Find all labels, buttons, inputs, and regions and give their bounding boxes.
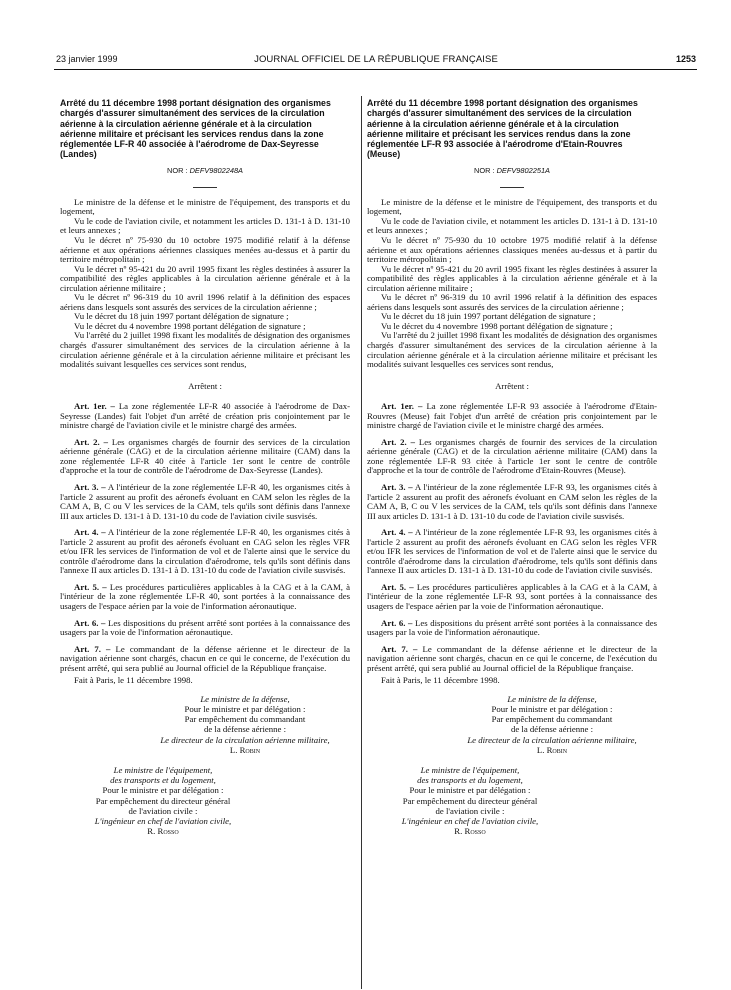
signature-line: de l'aviation civile : [435, 805, 505, 816]
visa: Vu le décret du 4 novembre 1998 portant délégation de signature ; [74, 320, 306, 331]
article-text: A l'intérieur de la zone réglementée LF-R 40, les organismes cités à l'article 2 assurent au profit des aéronefs évoluant en CAM selon les règles de la CAM A, B, C ou V les services de la CAM, tels qu'ils sont définis dans l'annexe III aux articles D. 131-1 à D. 131-10 du code de l'aviation civile susvisés. [60, 482, 350, 521]
article-text: A l'intérieur de la zone réglementée LF-R 40, les organismes cités à l'article 2 assurent au profit des aéronefs évoluant en CAG selon les règles VFR et/ou IFR les services de l'information de vol et de l'alerte ainsi que le service du contrôle d'aérodrome dans la circulation d'aérodrome, tels qu'ils sont définis dans l'annexe II aux articles D. 131-1 à D. 131-10 du code de l'aviation civile susvisés. [60, 527, 350, 576]
article-label: Art. 7. – [381, 643, 418, 654]
signature-line: Pour le ministre et par délégation : [102, 785, 224, 796]
signature-line: Le directeur de la circulation aérienne militaire, [467, 734, 637, 745]
journal-title: JOURNAL OFFICIEL DE LA RÉPUBLIQUE FRANÇAISE [254, 54, 498, 65]
article-text: Le commandant de la défense aérienne et le directeur de la navigation aérienne sont chargés, chacun en ce qui le concerne, de l'exécution du présent arrêté, qui sera publié au Journal officiel de la République française. [60, 643, 351, 673]
signature-line: Par empêchement du commandant [491, 714, 613, 725]
article-label: Art. 7. – [74, 643, 111, 654]
article-text: Les procédures particulières applicables à la CAG et à la CAM, à l'intérieur de la zone réglementée LF-R 93, sont portées à la connaissance des usagers de l'espace aérien par la voie de l'information aéronautique. [367, 581, 658, 612]
article-label: Art. 5. – [381, 581, 414, 592]
article [367, 619, 657, 638]
signature-line: Le directeur de la circulation aérienne militaire, [160, 734, 330, 745]
signature-line: Pour le ministre et par délégation : [184, 704, 306, 715]
signing-place-date: Fait à Paris, le 11 décembre 1998. [381, 675, 500, 686]
signature-line: de la défense aérienne : [510, 724, 594, 735]
article-text: La zone réglementée LF-R 93 associée à l'aérodrome d'Etain-Rouvres (Meuse) fait l'objet d'un arrêté de création pris conjointement par le ministre chargé de l'aviation civile et le ministre chargé des armées. [367, 401, 657, 431]
decree-title: Arrêté du 11 décembre 1998 portant désignation des organismes chargés d'assurer simultanément des services de la circulation aérienne à la circulation aérienne générale et à la circulation aérienne militaire et précisant les services rendus dans la zone réglementée LF-R 40 associée à l'aérodrome de Dax-Seyresse (Landes) [60, 98, 331, 160]
visa: Vu le décret nº 95-421 du 20 avril 1995 fixant les règles destinées à assurer la compatibilité des règles applicables à la circulation aérienne générale et à la circulation aérienne militaire ; [367, 263, 657, 293]
visa: Vu le code de l'aviation civile, et notamment les articles D. 131-1 à D. 131-10 et leurs annexes ; [367, 215, 657, 236]
article-label: Art. 3. – [381, 482, 413, 492]
column-divider [361, 96, 362, 989]
article [60, 528, 350, 576]
signature-line: Pour le ministre et par délégation : [409, 785, 531, 796]
signature-line: de la défense aérienne : [203, 724, 287, 735]
nor-reference [60, 166, 350, 175]
article-label: Art. 1er. – [381, 401, 423, 412]
nor-code: DEFV9802248A [189, 165, 243, 175]
article [60, 438, 350, 476]
issue-date: 23 janvier 1999 [56, 54, 118, 64]
article [60, 645, 350, 674]
nor-label: NOR : [473, 165, 495, 175]
decree-intro: Le ministre de la défense et le ministre de l'équipement, des transports et du logement, [367, 196, 657, 217]
visa: Vu le décret nº 75-930 du 10 octobre 1975 modifié relatif à la défense aérienne et aux opérations aériennes classiques menées au-dessus et à partir du territoire métropolitain ; [367, 234, 657, 265]
decree-right [367, 98, 657, 836]
signatory-name: R. Rosso [454, 826, 486, 837]
signature-line: des transports et du logement, [110, 775, 216, 786]
signature-line: Par empêchement du directeur général [402, 795, 538, 806]
article [367, 438, 657, 476]
visa: Vu le décret du 18 juin 1997 portant délégation de signature ; [74, 311, 289, 322]
article-label: Art. 1er. – [74, 401, 115, 412]
article-text: A l'intérieur de la zone réglementée LF-R 93, les organismes cités à l'article 2 assurent au profit des aéronefs évoluant en CAM selon les règles de la CAM A, B, C ou V les services de la CAM, tels qu'ils sont définis dans l'annexe III aux articles D. 131-1 à D. 131-10 du code de l'aviation civile susvisés. [367, 482, 657, 521]
decree-left [60, 98, 350, 836]
article-text: Les dispositions du présent arrêté sont portées à la connaissance des usagers par la voie de l'information aéronautique. [60, 617, 350, 638]
page-number: 1253 [675, 54, 696, 64]
visa: Vu le décret nº 96-319 du 10 avril 1996 relatif à la définition des espaces aériens dans lesquels sont assurés des services de la circulation aérienne ; [60, 292, 350, 312]
signature-line: L'ingénieur en chef de l'aviation civile, [401, 816, 539, 827]
visa: Vu le code de l'aviation civile, et notamment les articles D. 131-1 à D. 131-10 et leurs annexes ; [60, 215, 350, 236]
signature-line: Par empêchement du directeur général [95, 795, 231, 806]
signature-line: Pour le ministre et par délégation : [491, 704, 613, 715]
article [367, 528, 657, 576]
signature-defense [140, 694, 350, 755]
signature-line: Le ministre de l'équipement, [113, 765, 213, 776]
article-label: Art. 3. – [74, 482, 106, 492]
signature-line: Le ministre de la défense, [200, 693, 290, 704]
article [367, 645, 657, 674]
signatory-name: R. Rosso [147, 826, 179, 837]
article [367, 483, 657, 521]
article [60, 402, 350, 431]
nor-code: DEFV9802251A [496, 165, 550, 175]
visa: Vu le décret nº 96-319 du 10 avril 1996 relatif à la définition des espaces aériens dans lesquels sont assurés des services de la circulation aérienne ; [367, 292, 657, 312]
decree-intro: Le ministre de la défense et le ministre de l'équipement, des transports et du logement, [60, 196, 350, 217]
visa: Vu l'arrêté du 2 juillet 1998 fixant les modalités de désignation des organismes chargés d'assurer simultanément des services de la circulation aérienne à la circulation aérienne générale et à la circulation aérienne militaire et précisant les modalités suivant lesquelles ces services sont rendus, [367, 330, 657, 370]
title-separator [500, 187, 524, 188]
signature-line: L'ingénieur en chef de l'aviation civile, [94, 816, 232, 827]
article [60, 583, 350, 612]
signature-defense [447, 694, 657, 755]
signatory-name: L. Robin [536, 744, 568, 755]
signing-place-date: Fait à Paris, le 11 décembre 1998. [74, 675, 193, 686]
signature-line: de l'aviation civile : [128, 805, 198, 816]
article-label: Art. 5. – [74, 581, 107, 592]
article-label: Art. 4. – [74, 527, 106, 538]
visa: Vu le décret nº 95-421 du 20 avril 1995 fixant les règles destinées à assurer la compatibilité des règles applicables à la circulation aérienne générale et à la circulation aérienne militaire ; [60, 263, 350, 293]
signature-line: Par empêchement du commandant [184, 714, 306, 725]
article-label: Art. 2. – [381, 436, 415, 447]
article-label: Art. 2. – [74, 436, 108, 447]
signature-equipement [60, 765, 266, 836]
article-text: Les dispositions du présent arrêté sont portées à la connaissance des usagers par la voie de l'information aéronautique. [367, 617, 657, 638]
article-text: La zone réglementée LF-R 40 associée à l'aérodrome de Dax-Seyresse (Landes) fait l'objet d'un arrêté de création pris conjointement par le ministre chargé de l'aviation civile et le ministre chargé des armées. [60, 401, 350, 431]
visa: Vu l'arrêté du 2 juillet 1998 fixant les modalités de désignation des organismes chargés d'assurer simultanément des services de la circulation aérienne à la circulation aérienne générale et à la circulation aérienne militaire et précisant les modalités suivant lesquelles ces services sont rendus, [60, 330, 350, 370]
header-rule [54, 69, 697, 70]
nor-reference [367, 166, 657, 175]
signature-line: Le ministre de l'équipement, [420, 765, 520, 776]
article-label: Art. 6. – [381, 617, 413, 628]
decree-title: Arrêté du 11 décembre 1998 portant désignation des organismes chargés d'assurer simultanément des services de la circulation aérienne à la circulation aérienne générale et à la circulation aérienne militaire et précisant les services rendus dans la zone réglementée LF-R 93 associée à l'aérodrome d'Etain-Rouvres (Meuse) [367, 98, 638, 160]
arretent-heading: Arrêtent : [495, 380, 529, 391]
article-text: Les organismes chargés de fournir des services de la circulation aérienne générale (CAG) et de la circulation aérienne militaire (CAM) dans la zone réglementée LF-R 40 citée à l'article 1er sont le centre de contrôle d'approche et la tour de contrôle de l'aérodrome de Dax-Seyresse (Landes). [60, 436, 351, 476]
article-text: Les procédures particulières applicables à la CAG et à la CAM, à l'intérieur de la zone réglementée LF-R 40, sont portées à la connaissance des usagers de l'espace aérien par la voie de l'information aéronautique. [60, 581, 351, 612]
article-label: Art. 6. – [74, 617, 106, 628]
article [60, 483, 350, 521]
article [367, 583, 657, 612]
article [367, 402, 657, 431]
page-header [56, 54, 696, 68]
nor-label: NOR : [166, 165, 188, 175]
visa: Vu le décret du 4 novembre 1998 portant délégation de signature ; [381, 320, 613, 331]
signature-line: Le ministre de la défense, [507, 693, 597, 704]
title-separator [193, 187, 217, 188]
signature-equipement [367, 765, 573, 836]
visa: Vu le décret nº 75-930 du 10 octobre 1975 modifié relatif à la défense aérienne et aux opérations aériennes classiques menées au-dessus et à partir du territoire métropolitain ; [60, 234, 350, 265]
signature-line: des transports et du logement, [417, 775, 523, 786]
article-text: A l'intérieur de la zone réglementée LF-R 93, les organismes cités à l'article 2 assurent au profit des aéronefs évoluant en CAG selon les règles VFR et/ou IFR les services de l'information de vol et de l'alerte ainsi que le service du contrôle d'aérodrome dans la circulation d'aérodrome, tels qu'ils sont définis dans l'annexe II aux articles D. 131-1 à D. 131-10 du code de l'aviation civile susvisés. [367, 527, 657, 576]
article-text: Le commandant de la défense aérienne et le directeur de la navigation aérienne sont chargés, chacun en ce qui le concerne, de l'exécution du présent arrêté, qui sera publié au Journal officiel de la République française. [367, 643, 658, 673]
article-label: Art. 4. – [381, 527, 413, 538]
article [60, 619, 350, 638]
arretent-heading: Arrêtent : [188, 380, 222, 391]
signatory-name: L. Robin [229, 744, 261, 755]
visa: Vu le décret du 18 juin 1997 portant délégation de signature ; [381, 311, 596, 322]
article-text: Les organismes chargés de fournir des services de la circulation aérienne générale (CAG) et de la circulation aérienne militaire (CAM) dans la zone réglementée LF-R 93 citée à l'article 1er sont le centre de contrôle d'approche et la tour de contrôle de l'aérodrome d'Etain-Rouvres (Meuse). [367, 436, 658, 476]
